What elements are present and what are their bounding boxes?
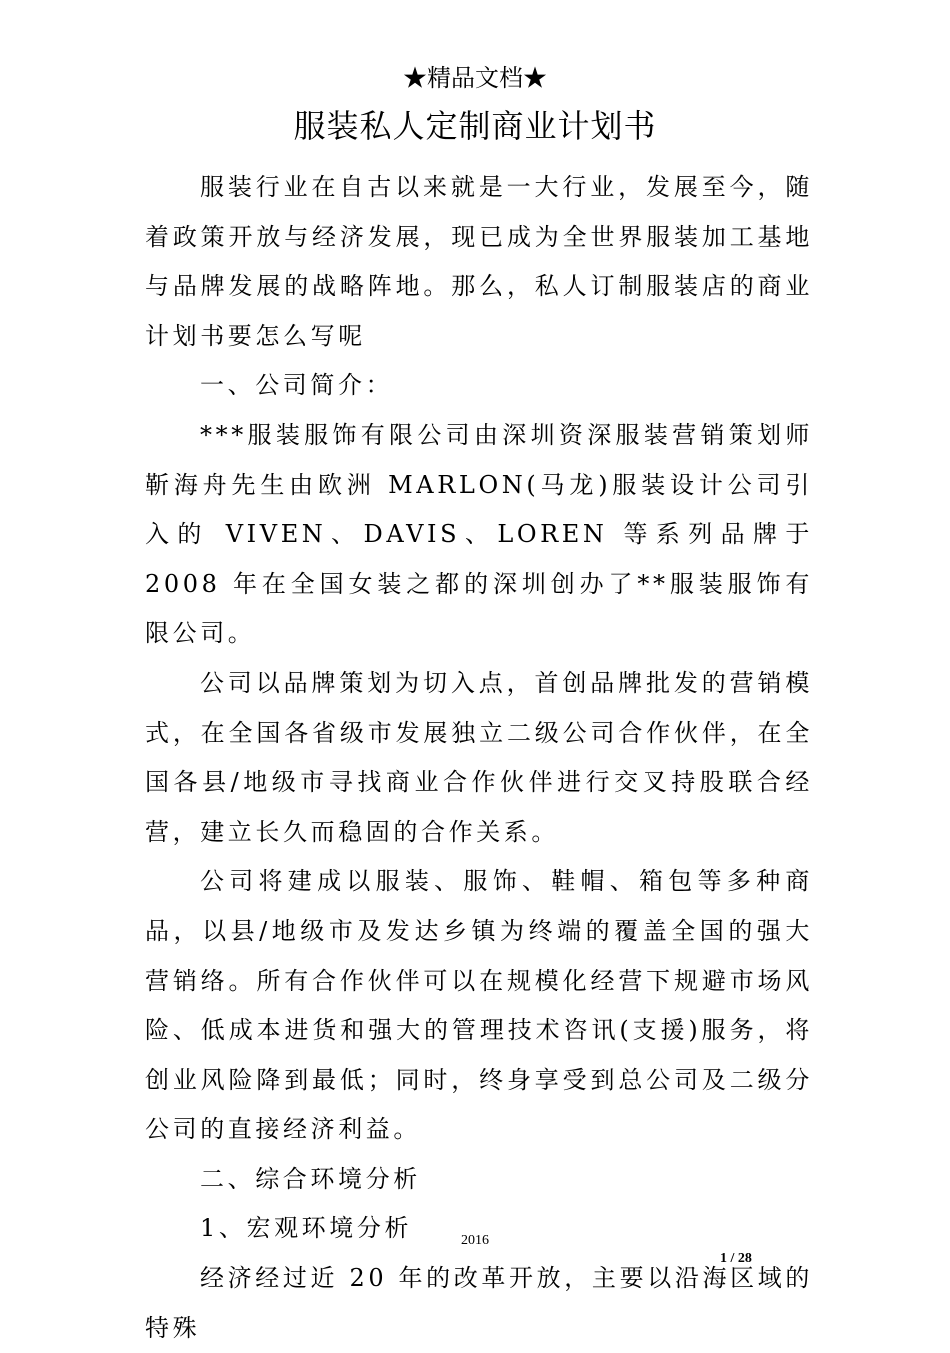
section-heading-environment-analysis: 二、综合环境分析 <box>200 1164 421 1193</box>
document-body <box>145 163 813 1353</box>
page-number: 1 / 28 <box>720 1251 752 1266</box>
section-heading-company-profile: 一、公司简介： <box>200 371 394 400</box>
subsection-heading-macro-analysis: 1、宏观环境分析 <box>200 1214 413 1243</box>
quality-mark: ★精品文档★ <box>403 64 547 92</box>
document-title: 服装私人定制商业计划书 <box>293 107 657 145</box>
paragraph-network-plan: 公司将建成以服装、服饰、鞋帽、箱包等多种商品，以县/地级市及发达乡镇为终端的覆盖全国的强大营销络。所有合作伙伴可以在规模化经营下规避市场风险、低成本进货和强大的管理技术咨讯(支援)服务，将创业风险降到最低；同时，终身享受到总公司及二级分公司的直接经济利益。 <box>145 867 813 1144</box>
footer-year: 2016 <box>461 1233 489 1248</box>
paragraph-intro: 服装行业在自古以来就是一大行业，发展至今，随着政策开放与经济发展，现已成为全世界服装加工基地与品牌发展的战略阵地。那么，私人订制服装店的商业计划书要怎么写呢 <box>145 173 813 350</box>
paragraph-macro-economy: 经济经过近 20 年的改革开放，主要以沿海区域的特殊 <box>145 1264 813 1342</box>
paragraph-company-origin: ***服装服饰有限公司由深圳资深服装营销策划师靳海舟先生由欧洲 MARLON(马龙)服装设计公司引入的 VIVEN、DAVIS、LOREN 等系列品牌于 2008 年在全国女装之都的深圳创办了**服装服饰有限公司。 <box>145 420 813 648</box>
paragraph-business-model: 公司以品牌策划为切入点，首创品牌批发的营销模式，在全国各省级市发展独立二级公司合作伙伴，在全国各县/地级市寻找商业合作伙伴进行交叉持股联合经营，建立长久而稳固的合作关系。 <box>145 668 813 846</box>
